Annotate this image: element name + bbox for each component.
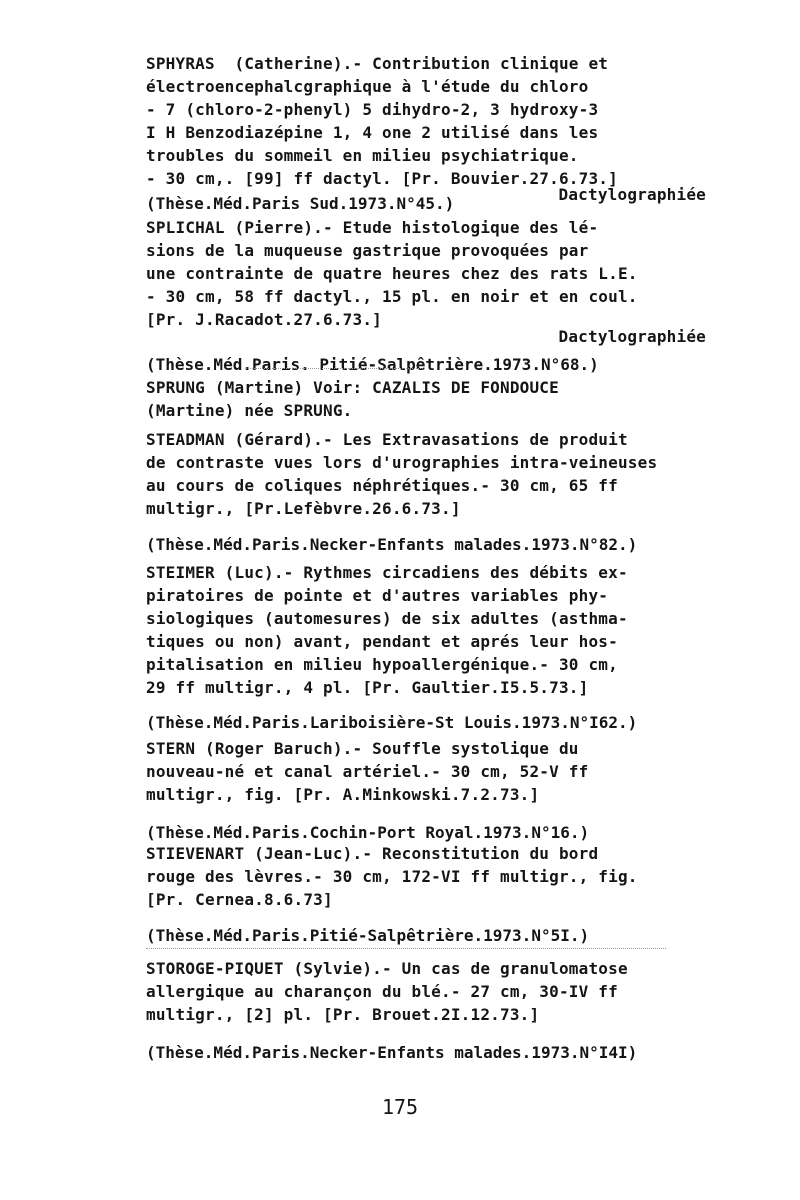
entry-line: sions de la muqueuse gastrique provoquées par: [146, 241, 589, 260]
bibliography-entry: [146, 428, 706, 556]
entry-line: tiques ou non) avant, pendant et aprés leur hos-: [146, 632, 618, 651]
bibliography-entry: [146, 842, 706, 947]
entry-line: multigr., [Pr.Lefèbvre.26.6.73.]: [146, 499, 461, 518]
entry-note: Dactylographiée: [558, 185, 706, 204]
bibliography-entry: [146, 737, 706, 844]
thesis-reference: (Thèse.Méd.Paris.Pitié-Salpêtrière.1973.N°5I.): [146, 926, 590, 945]
thesis-reference: (Thèse.Méd.Paris Sud.1973.N°45.): [146, 194, 455, 213]
entry-line: siologiques (automesures) de six adultes (asthma-: [146, 609, 628, 628]
bibliography-entry: [146, 376, 706, 422]
entry-line: STIEVENART (Jean-Luc).- Reconstitution du bord: [146, 844, 599, 863]
entry-line: nouveau-né et canal artériel.- 30 cm, 52-V ff: [146, 762, 589, 781]
entry-note: Dactylographiée: [558, 327, 706, 346]
bibliography-entry: [146, 216, 706, 376]
entry-line: I H Benzodiazépine 1, 4 one 2 utilisé dans les: [146, 123, 599, 142]
entry-line: [Pr. J.Racadot.27.6.73.]: [146, 310, 382, 329]
entry-line: (Martine) née SPRUNG.: [146, 401, 353, 420]
entry-line: piratoires de pointe et d'autres variables phy-: [146, 586, 609, 605]
entry-line: - 30 cm,. [99] ff dactyl. [Pr. Bouvier.27.6.73.]: [146, 169, 618, 188]
thesis-reference: (Thèse.Méd.Paris.Necker-Enfants malades.1973.N°I4I): [146, 1043, 638, 1062]
divider-line: [146, 948, 666, 949]
entry-line: allergique au charançon du blé.- 27 cm, 30-IV ff: [146, 982, 618, 1001]
thesis-reference: (Thèse.Méd.Paris.Cochin-Port Royal.1973.N°16.): [146, 823, 590, 842]
entry-line: rouge des lèvres.- 30 cm, 172-VI ff multigr., fig.: [146, 867, 638, 886]
entry-line: SPHYRAS (Catherine).- Contribution clinique et: [146, 54, 609, 73]
bibliography-entry: [146, 957, 706, 1064]
divider-line: [245, 368, 425, 369]
thesis-reference: (Thèse.Méd.Paris.Lariboisière-St Louis.1973.N°I62.): [146, 713, 638, 732]
entry-line: de contraste vues lors d'urographies intra-veineuses: [146, 453, 658, 472]
entry-line: - 7 (chloro-2-phenyl) 5 dihydro-2, 3 hydroxy-3: [146, 100, 599, 119]
entry-line: pitalisation en milieu hypoallergénique.- 30 cm,: [146, 655, 618, 674]
bibliography-entry: [146, 561, 706, 734]
entry-line: STERN (Roger Baruch).- Souffle systolique du: [146, 739, 579, 758]
entry-line: STOROGE-PIQUET (Sylvie).- Un cas de granulomatose: [146, 959, 628, 978]
entry-line: multigr., [2] pl. [Pr. Brouet.2I.12.73.]: [146, 1005, 540, 1024]
entry-line: multigr., fig. [Pr. A.Minkowski.7.2.73.]: [146, 785, 540, 804]
entry-line: une contrainte de quatre heures chez des rats L.E.: [146, 264, 638, 283]
thesis-reference: (Thèse.Méd.Paris. Pitié-Salpêtrière.1973.N°68.): [146, 355, 599, 374]
entry-line: au cours de coliques néphrétiques.- 30 cm, 65 ff: [146, 476, 618, 495]
page-number: 175: [381, 1095, 419, 1119]
entry-line: SPLICHAL (Pierre).- Etude histologique des lé-: [146, 218, 599, 237]
bibliography-entry: [146, 52, 706, 215]
thesis-reference: (Thèse.Méd.Paris.Necker-Enfants malades.1973.N°82.): [146, 535, 638, 554]
entry-line: 29 ff multigr., 4 pl. [Pr. Gaultier.I5.5.73.]: [146, 678, 589, 697]
entry-line: [Pr. Cernea.8.6.73]: [146, 890, 333, 909]
entry-line: SPRUNG (Martine) Voir: CAZALIS DE FONDOUCE: [146, 378, 559, 397]
entry-line: électroencephalcgraphique à l'étude du chloro: [146, 77, 589, 96]
entry-line: STEIMER (Luc).- Rythmes circadiens des débits ex-: [146, 563, 628, 582]
entry-line: - 30 cm, 58 ff dactyl., 15 pl. en noir et en coul.: [146, 287, 638, 306]
entry-line: STEADMAN (Gérard).- Les Extravasations de produit: [146, 430, 628, 449]
entry-line: troubles du sommeil en milieu psychiatrique.: [146, 146, 579, 165]
